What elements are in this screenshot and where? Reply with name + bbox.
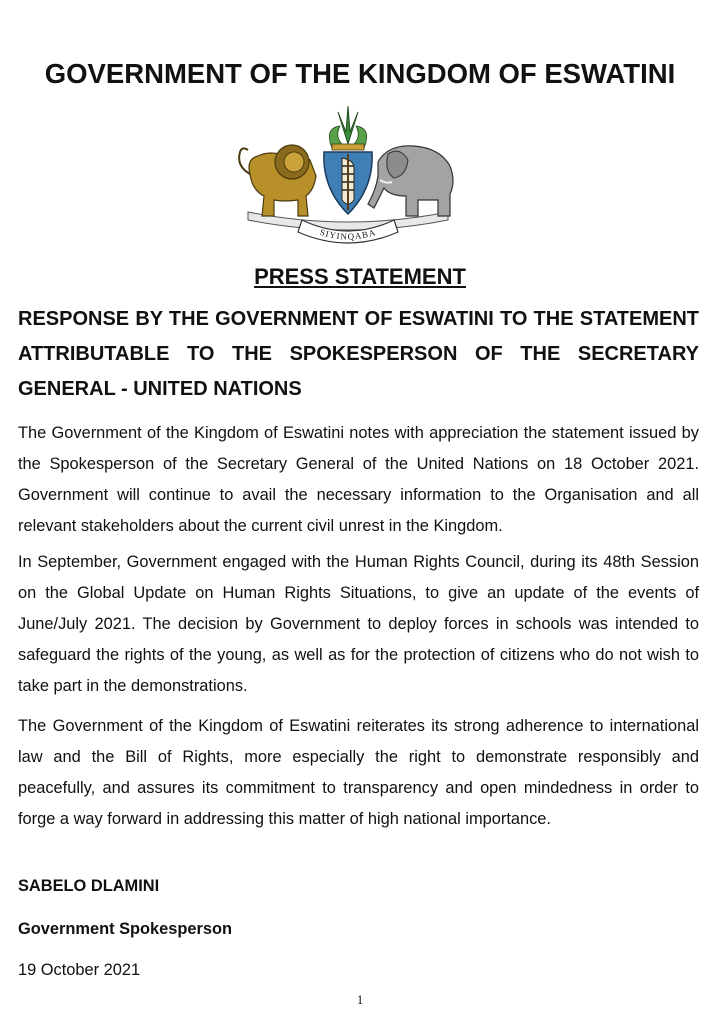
coat-of-arms-icon [228, 104, 468, 254]
signatory-name: SABELO DLAMINI [18, 877, 160, 895]
statement-date: 19 October 2021 [18, 961, 141, 979]
paragraph-3: The Government of the Kingdom of Eswatini reiterates its strong adherence to international law and the Bill of Rights, more especially the right to demonstrate responsibly and peacefully, and assures its commitment to transparency and open mindedness in order to forge a way forward in addressing this matter of high national importance. [18, 717, 699, 828]
paragraph-2: In September, Government engaged with the Human Rights Council, during its 48th Session on the Global Update on Human Rights Situations, to give an update of the events of June/July 2021. The decision by Government to deploy forces in schools was intended to safeguard the rights of the young, as well as for the protection of citizens who do not wish to take part in the demonstrations. [18, 553, 699, 695]
signatory-title: Government Spokesperson [18, 920, 233, 938]
page-number: 1 [356, 992, 364, 1007]
statement-headline: RESPONSE BY THE GOVERNMENT OF ESWATINI TO THE STATEMENT ATTRIBUTABLE TO THE SPOKESPERSON OF THE SECRETARY GENERAL - UNITED NATIONS [18, 308, 699, 400]
crest-motto: SIYINQABA [318, 227, 378, 242]
press-statement-heading: PRESS STATEMENT [254, 264, 466, 289]
paragraph-1: The Government of the Kingdom of Eswatini notes with appreciation the statement issued by the Spokesperson of the Secretary General of the United Nations on 18 October 2021. Government will continue to avail the necessary information to the Organisation and all relevant stakeholders about the current civil unrest in the Kingdom. [18, 424, 699, 535]
shield-icon [324, 152, 372, 214]
elephant-icon [368, 146, 453, 216]
lion-icon [239, 145, 316, 216]
government-title: GOVERNMENT OF THE KINGDOM OF ESWATINI [44, 58, 676, 89]
plume-icon [329, 106, 366, 150]
